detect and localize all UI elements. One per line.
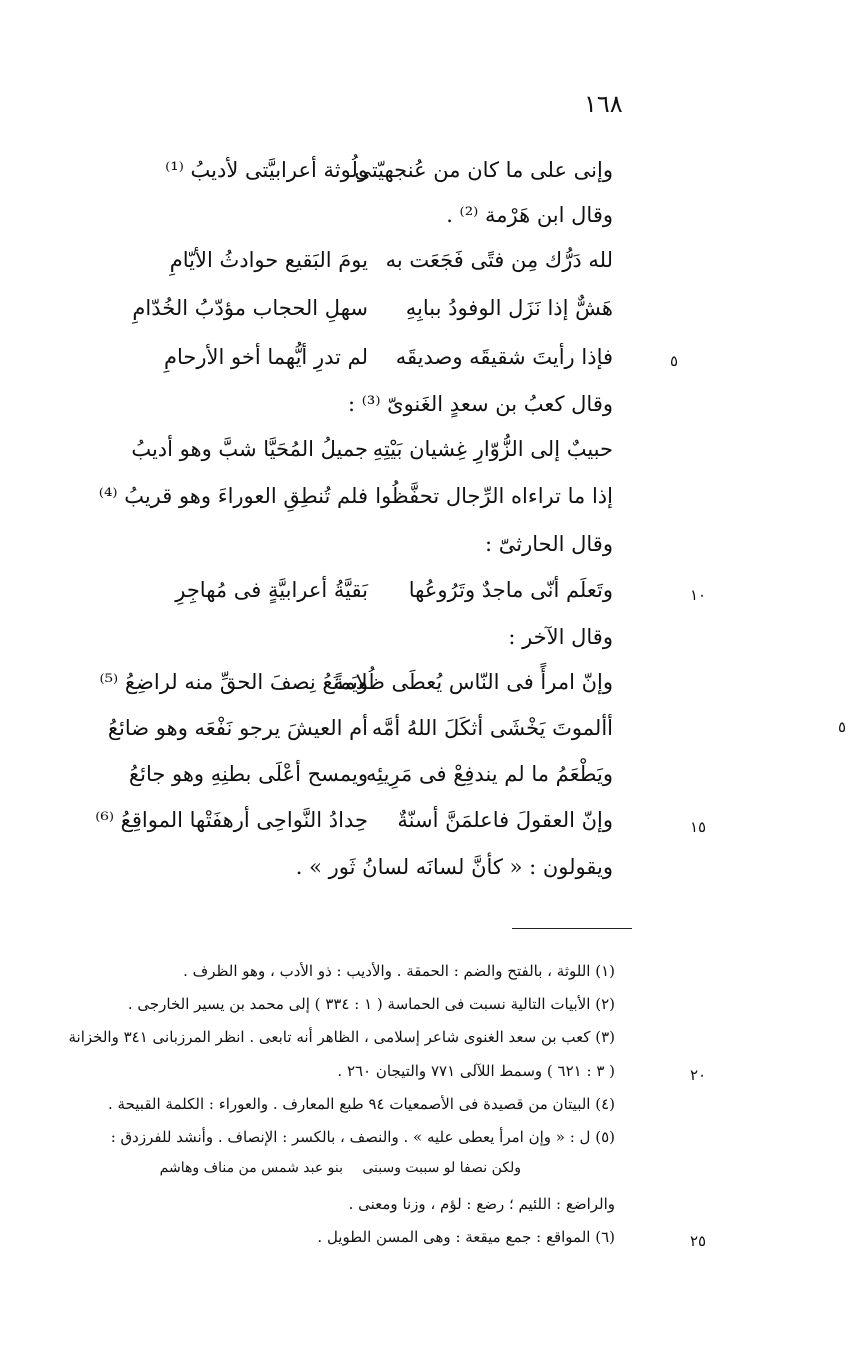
footnote: (٤) البيتان من قصيدة فى الأصمعيات ٩٤ طبع المعارف . والعوراء : الكلمة القبيحة . xyxy=(108,1095,615,1113)
margin-line-number: ٥ xyxy=(670,352,679,370)
verse-hemistich-right: فإذا رأيتَ شقيقَه وصديقَه xyxy=(395,345,613,369)
verse-hemistich-right: وإنى على ما كان من عُنجهيّتى xyxy=(354,158,613,182)
poet-intro: وقال الآخر : xyxy=(508,625,613,649)
poet-intro: وقال كعبُ بن سعدٍ الغَنوىّ ⁽³⁾ : xyxy=(347,392,613,416)
poet-intro: وقال الحارثىّ : xyxy=(485,532,613,556)
verse-hemistich-right: هَشٌّ إذا نَزَل الوفودُ ببابِهِ xyxy=(405,296,613,320)
page-number: ١٦٨ xyxy=(584,90,623,118)
footnote-verse-right: ولكن نصفا لو سببت وسبنى xyxy=(362,1160,521,1176)
footnote: (٥) ل : « وإن امرأ يعطى عليه » . والنصف ، بالكسر : الإنصاف . وأنشد للفرزدق : xyxy=(110,1128,615,1146)
verse-hemistich-left: ويَمنَعُ نِصفَ الحقِّ منه لراضِعُ ⁽⁵⁾ xyxy=(99,670,368,694)
verse-hemistich-right: ويَطْعَمُ ما لم يندفِعْ فى مَرِيئِه xyxy=(366,762,613,786)
margin-line-number: ٢٠ xyxy=(690,1066,707,1084)
footnote: (٦) المواقع : جمع ميقعة : وهى المسن الطويل . xyxy=(317,1228,615,1246)
verse-hemistich-left: سهلِ الحجاب مؤدّبُ الخُدّامِ xyxy=(132,296,368,320)
footnote-verse-left: بنو عبد شمس من مناف وهاشم xyxy=(159,1160,343,1176)
verse-hemistich-left: حِدادُ النَّواحِى أرهفَتْها المواقِعُ ⁽⁶⁾ xyxy=(95,808,368,832)
footnote-continuation: ( ٣ : ٦٢١ ) وسمط اللآلى ٧٧١ والتيجان ٢٦٠ . xyxy=(337,1062,615,1080)
footnote: (٢) الأبيات التالية نسبت فى الحماسة ( ١ : ٣٣٤ ) إلى محمد بن يسير الخارجى . xyxy=(127,995,615,1013)
footnote-separator xyxy=(512,928,632,929)
verse-hemistich-right: أألموتَ يَخْشَى أثكَلَ اللهُ أمَّه xyxy=(371,716,613,740)
verse-hemistich-right: حبيبٌ إلى الزُّوّارِ غِشيان بَيْتِهِ xyxy=(372,437,613,461)
verse-hemistich-right: وإنّ العقولَ فاعلمَنَّ أسنّةٌ xyxy=(397,808,613,832)
verse-hemistich-left: لم تدرِ أيُّهما أخو الأرحامِ xyxy=(164,345,368,369)
footnote: (١) اللوثة ، بالفتح والضم : الحمقة . والأديب : ذو الأدب ، وهو الظرف . xyxy=(183,962,615,980)
footnote-continuation: والراضع : اللئيم ؛ رضع : لؤم ، وزنا ومعنى . xyxy=(348,1195,615,1213)
verse-hemistich-left: فلم تُنطِقِ العوراءَ وهو قريبُ ⁽⁴⁾ xyxy=(98,484,368,508)
verse-hemistich-right: وإنّ امرأً فى النّاس يُعطَى ظُلامةً xyxy=(333,670,613,694)
verse-hemistich-left: ولُوثة أعرابيَّتى لأديبُ ⁽¹⁾ xyxy=(165,158,368,182)
verse-hemistich-left: بَقيَّةُ أعرابيَّةٍ فى مُهاجِرِ xyxy=(175,578,368,602)
verse-hemistich-right: إذا ما تراءاه الرِّجال تحفَّظُوا xyxy=(375,484,613,508)
margin-line-number: ٢٥ xyxy=(690,1232,707,1250)
verse-hemistich-left: أم العيشَ يرجو نَفْعَه وهو ضائعُ xyxy=(107,716,368,740)
closing-saying: ويقولون : « كأنَّ لسانَه لسانُ ثَور » . xyxy=(295,855,613,879)
footnote: (٣) كعب بن سعد الغنوى شاعر إسلامى ، الظاهر أنه تابعى . انظر المرزبانى ٣٤١ والخزانة xyxy=(68,1028,615,1046)
cut-margin-number: ٥ xyxy=(838,718,846,736)
verse-hemistich-left: جميلُ المُحَيَّا شبَّ وهو أديبُ xyxy=(131,437,368,461)
margin-line-number: ١٠ xyxy=(690,586,707,604)
margin-line-number: ١٥ xyxy=(690,818,707,836)
verse-hemistich-right: وتَعلَم أنّى ماجدٌ وتَرُوعُها xyxy=(408,578,613,602)
poet-intro: وقال ابن هَرْمة ⁽²⁾ . xyxy=(446,203,613,227)
verse-hemistich-left: ويمسح أعْلَى بطنِهِ وهو جائعُ xyxy=(128,762,368,786)
verse-hemistich-left: يومَ البَقيع حوادثُ الأيّامِ xyxy=(169,248,368,272)
verse-hemistich-right: لله دَرُّك مِن فتًى فَجَعَت به xyxy=(385,248,613,272)
